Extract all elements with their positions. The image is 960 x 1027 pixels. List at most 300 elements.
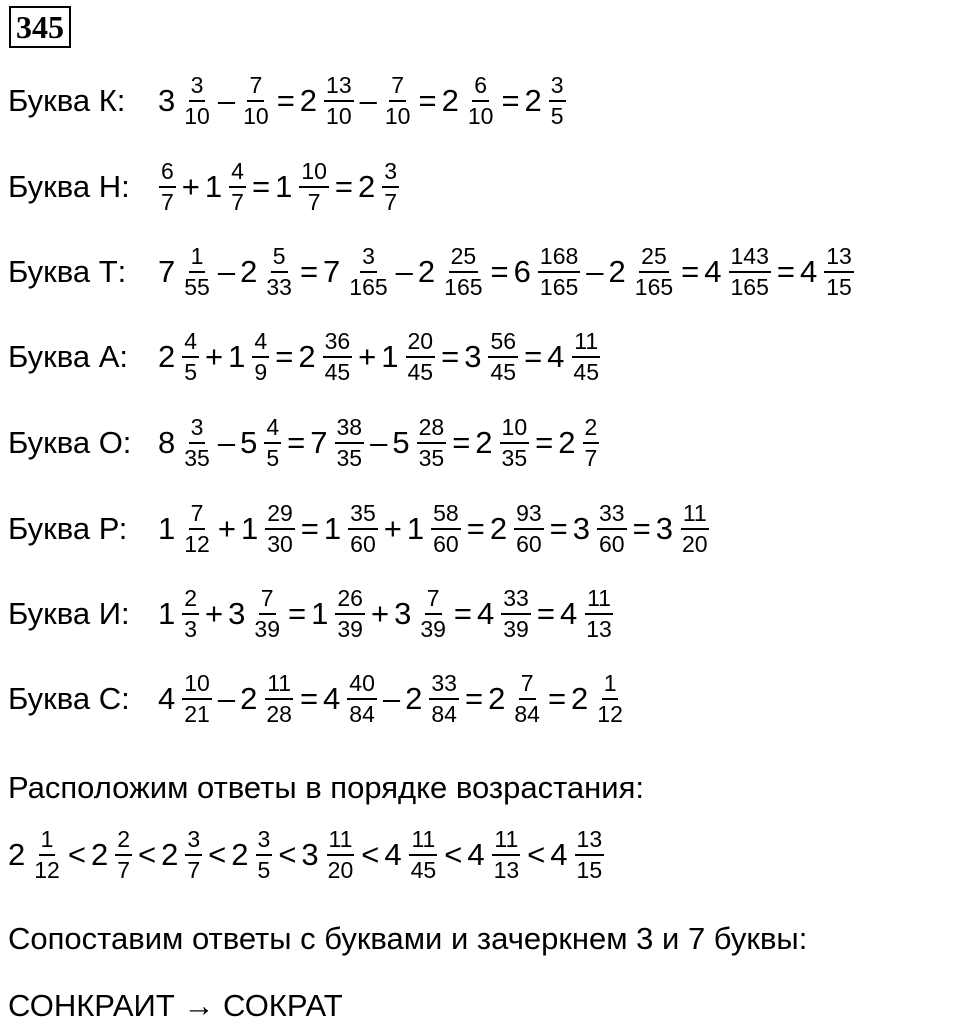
numerator: 3: [256, 827, 273, 856]
fraction: [182, 671, 212, 727]
mixed-number: [381, 329, 436, 385]
operator: +: [205, 339, 224, 374]
match-instruction-text: Сопоставим ответы с буквами и зачеркнем 3 и 7 буквы:: [8, 921, 808, 956]
fraction: [185, 827, 202, 883]
whole-part: 3: [572, 511, 591, 546]
mixed-number: [231, 827, 273, 883]
fraction: [229, 159, 246, 215]
fraction: [182, 73, 212, 129]
mixed-number: [573, 501, 628, 557]
numerator: 7: [247, 73, 264, 102]
whole-part: 1: [323, 511, 342, 546]
denominator: 10: [326, 103, 352, 129]
mixed-number: [310, 415, 365, 471]
operator: –: [217, 425, 236, 460]
fraction: [241, 73, 271, 129]
fraction: [514, 501, 544, 557]
fraction: [335, 415, 365, 471]
mixed-number: [656, 501, 711, 557]
whole-part: 2: [558, 425, 576, 460]
numerator: 33: [597, 501, 627, 530]
order-expression: [8, 827, 605, 883]
operator: +: [358, 339, 377, 374]
denominator: 39: [503, 616, 529, 642]
denominator: 10: [184, 103, 210, 129]
denominator: 60: [516, 531, 542, 557]
operator: +: [205, 596, 224, 631]
operator: =: [288, 596, 307, 631]
operator: =: [536, 596, 555, 631]
operator: =: [490, 254, 509, 289]
mixed-number: [558, 415, 600, 471]
whole-part: 4: [467, 837, 485, 872]
whole-part: 2: [488, 681, 506, 716]
denominator: 30: [267, 531, 293, 557]
operator: –: [395, 254, 413, 289]
whole-part: 4: [323, 681, 341, 716]
whole-part: 4: [559, 596, 578, 631]
denominator: 45: [573, 359, 600, 385]
denominator: 13: [586, 616, 612, 642]
letter-row: [8, 160, 400, 214]
whole-part: 2: [298, 339, 316, 374]
mixed-number: [547, 329, 602, 385]
whole-part: 2: [571, 681, 589, 716]
mixed-number: [358, 159, 400, 215]
fraction: [500, 415, 530, 471]
denominator: 84: [431, 701, 457, 727]
operator: –: [370, 425, 388, 460]
fraction: [32, 827, 62, 883]
numerator: 38: [335, 415, 365, 444]
fraction: [264, 671, 294, 727]
operator: +: [181, 169, 200, 204]
mixed-number: [571, 671, 626, 727]
whole-part: 2: [441, 83, 459, 118]
numerator: 28: [417, 415, 447, 444]
whole-part: 1: [406, 511, 425, 546]
whole-part: 7: [323, 254, 341, 289]
fraction: [182, 586, 199, 642]
denominator: 7: [187, 857, 201, 883]
fraction: [575, 827, 605, 883]
mixed-number: [324, 501, 379, 557]
fraction: [324, 73, 354, 129]
whole-part: 1: [158, 511, 176, 546]
mixed-number: [384, 827, 439, 883]
operator: =: [464, 681, 484, 716]
operator: =: [632, 511, 651, 546]
whole-part: 2: [524, 83, 542, 118]
whole-part: 2: [231, 837, 249, 872]
operator: +: [383, 511, 402, 546]
fraction: [442, 244, 484, 300]
whole-part: 2: [240, 254, 258, 289]
mixed-number: [158, 73, 213, 129]
operator: =: [501, 83, 520, 118]
denominator: 9: [254, 359, 268, 385]
fraction: [347, 671, 377, 727]
denominator: 3: [184, 616, 198, 642]
mixed-number: [158, 159, 177, 215]
denominator: 165: [634, 274, 674, 300]
letter-expression: [158, 586, 615, 642]
ascending-order-expression: [8, 828, 605, 882]
denominator: 15: [576, 857, 603, 883]
numerator: 2: [182, 586, 199, 615]
denominator: 45: [324, 359, 351, 385]
mixed-number: [323, 244, 391, 300]
numerator: 13: [575, 827, 605, 856]
operator: =: [300, 511, 319, 546]
numerator: 4: [264, 415, 281, 444]
numerator: 3: [382, 159, 399, 188]
fraction: [115, 827, 132, 883]
mixed-number: [8, 827, 63, 883]
letter-row: [8, 330, 602, 384]
denominator: 165: [444, 274, 483, 300]
mixed-number: [300, 73, 355, 129]
whole-part: 4: [800, 254, 818, 289]
fraction: [347, 244, 389, 300]
numerator: 58: [431, 501, 461, 530]
mixed-number: [158, 586, 200, 642]
mixed-number: [609, 244, 677, 300]
fraction: [492, 827, 522, 883]
whole-part: 4: [550, 837, 568, 872]
denominator: 7: [584, 445, 598, 471]
whole-part: 2: [299, 83, 318, 118]
whole-part: 5: [240, 425, 258, 460]
denominator: 20: [681, 531, 708, 557]
denominator: 60: [433, 531, 459, 557]
letter-label: Буква Н:: [8, 169, 130, 204]
letter-label: Буква И:: [8, 596, 130, 631]
fraction: [512, 671, 542, 727]
numerator: 56: [488, 329, 518, 358]
letter-row: [8, 502, 711, 556]
operator: –: [217, 83, 236, 118]
denominator: 35: [418, 445, 445, 471]
numerator: 3: [185, 827, 202, 856]
numerator: 26: [335, 586, 365, 615]
numerator: 29: [265, 501, 295, 530]
fraction: [252, 586, 282, 642]
whole-part: 4: [547, 339, 565, 374]
denominator: 39: [254, 616, 280, 642]
numerator: 7: [259, 586, 276, 615]
operator: –: [217, 681, 236, 716]
fraction: [729, 244, 771, 300]
numerator: 168: [538, 244, 580, 273]
numerator: 11: [409, 827, 437, 856]
mixed-number: [275, 159, 330, 215]
mixed-number: [161, 827, 203, 883]
numerator: 93: [514, 501, 544, 530]
fraction: [382, 159, 399, 215]
denominator: 33: [266, 274, 292, 300]
mixed-number: [228, 586, 283, 642]
letter-row: [8, 74, 567, 128]
numerator: 35: [348, 501, 378, 530]
denominator: 45: [407, 359, 434, 385]
operator: <: [138, 837, 157, 872]
fraction: [256, 827, 273, 883]
numerator: 4: [229, 159, 246, 188]
fraction: [595, 671, 625, 727]
letter-row: [8, 416, 600, 470]
whole-part: 7: [310, 425, 328, 460]
numerator: 4: [252, 329, 269, 358]
fraction: [323, 329, 353, 385]
mixed-number: [490, 501, 545, 557]
numerator: 1: [602, 671, 619, 700]
numerator: 33: [501, 586, 531, 615]
denominator: 165: [349, 274, 388, 300]
mixed-number: [560, 586, 615, 642]
numerator: 11: [327, 827, 355, 856]
letter-row: [8, 587, 615, 641]
operator: =: [466, 511, 485, 546]
mixed-number: [475, 415, 530, 471]
operator: –: [359, 83, 377, 118]
fraction: [538, 244, 580, 300]
operator: =: [275, 339, 294, 374]
mixed-number: [240, 671, 295, 727]
whole-part: 6: [513, 254, 531, 289]
whole-part: 2: [158, 339, 176, 374]
denominator: 28: [266, 701, 292, 727]
denominator: 165: [539, 274, 579, 300]
denominator: 7: [117, 857, 130, 883]
fraction: [265, 501, 295, 557]
operator: +: [370, 596, 390, 631]
numerator: 6: [472, 73, 489, 102]
fraction: [406, 329, 436, 385]
letter-expression: [158, 415, 600, 471]
mixed-number: [525, 73, 567, 129]
numerator: 11: [572, 329, 600, 358]
mixed-number: [550, 827, 605, 883]
denominator: 5: [266, 445, 280, 471]
operator: =: [776, 254, 795, 289]
mixed-number: [158, 415, 213, 471]
operator: =: [334, 169, 354, 204]
denominator: 10: [243, 103, 269, 129]
whole-part: 2: [240, 681, 258, 716]
whole-part: 4: [704, 254, 722, 289]
mixed-number: [240, 73, 272, 129]
letter-expression: [158, 244, 855, 300]
mixed-number: [298, 329, 353, 385]
fraction: [335, 586, 365, 642]
fraction: [409, 827, 439, 883]
mixed-number: [158, 329, 200, 385]
fraction: [431, 501, 461, 557]
numerator: 5: [271, 244, 288, 273]
denominator: 39: [337, 616, 363, 642]
operator: –: [217, 254, 236, 289]
numerator: 3: [189, 415, 206, 444]
fraction: [418, 586, 448, 642]
whole-part: 3: [394, 596, 412, 631]
letter-expression: [158, 159, 400, 215]
denominator: 21: [184, 701, 210, 727]
letter-label: Буква О:: [8, 425, 132, 460]
operator: =: [524, 339, 543, 374]
operator: <: [208, 837, 227, 872]
whole-part: 2: [489, 511, 508, 546]
operator: =: [535, 425, 554, 460]
operator: <: [67, 837, 86, 872]
denominator: 5: [257, 857, 271, 883]
denominator: 7: [161, 189, 174, 215]
fraction: [680, 501, 710, 557]
fraction: [264, 244, 294, 300]
whole-part: 2: [608, 254, 626, 289]
mixed-number: [240, 244, 295, 300]
whole-part: 5: [392, 425, 410, 460]
letter-label: Буква Р:: [8, 511, 128, 546]
operator: <: [361, 837, 380, 872]
fraction: [549, 73, 566, 129]
fraction: [182, 244, 212, 300]
letter-label: Буква А:: [8, 339, 128, 374]
numerator: 4: [182, 329, 199, 358]
whole-part: 3: [158, 83, 176, 118]
letter-expression: [158, 501, 711, 557]
whole-part: 1: [240, 511, 259, 546]
mixed-number: [405, 671, 460, 727]
whole-part: 3: [228, 596, 246, 631]
fraction: [633, 244, 675, 300]
mixed-number: [91, 827, 133, 883]
operator: =: [453, 596, 473, 631]
denominator: 20: [327, 857, 354, 883]
letter-expression: [158, 73, 567, 129]
mixed-number: [464, 329, 519, 385]
fraction: [597, 501, 627, 557]
denominator: 39: [420, 616, 446, 642]
operator: =: [251, 169, 271, 204]
whole-part: 2: [417, 254, 436, 289]
numerator: 20: [406, 329, 436, 358]
mixed-number: [382, 73, 414, 129]
mixed-number: [228, 329, 270, 385]
fraction: [571, 329, 601, 385]
operator: +: [217, 511, 236, 546]
fraction: [383, 73, 413, 129]
denominator: 12: [184, 531, 210, 557]
numerator: 7: [189, 501, 206, 530]
numerator: 10: [182, 671, 212, 700]
denominator: 60: [350, 531, 376, 557]
denominator: 165: [730, 274, 769, 300]
denominator: 13: [493, 857, 520, 883]
numerator: 7: [425, 586, 442, 615]
mixed-number: [407, 501, 462, 557]
numerator: 6: [159, 159, 176, 188]
fraction: [429, 671, 459, 727]
fraction: [159, 159, 176, 215]
whole-part: 2: [475, 425, 493, 460]
whole-part: 8: [158, 425, 176, 460]
denominator: 55: [184, 274, 210, 300]
numerator: 3: [360, 244, 377, 273]
denominator: 35: [501, 445, 528, 471]
numerator: 13: [824, 244, 854, 273]
operator: =: [299, 254, 319, 289]
whole-part: 4: [384, 837, 402, 872]
operator: =: [681, 254, 700, 289]
fraction: [417, 415, 447, 471]
whole-part: 3: [655, 511, 673, 546]
operator: –: [382, 681, 401, 716]
letter-label: Буква К:: [8, 83, 126, 118]
numerator: 11: [681, 501, 709, 530]
operator: =: [452, 425, 471, 460]
numerator: 11: [265, 671, 293, 700]
operator: –: [586, 254, 604, 289]
mixed-number: [477, 586, 532, 642]
mixed-number: [158, 244, 213, 300]
denominator: 5: [184, 359, 198, 385]
numerator: 2: [583, 415, 600, 444]
numerator: 11: [585, 586, 613, 615]
mixed-number: [800, 244, 855, 300]
denominator: 7: [307, 189, 321, 215]
fraction: [824, 244, 854, 300]
mixed-number: [158, 671, 213, 727]
denominator: 12: [34, 857, 60, 883]
mixed-number: [392, 415, 447, 471]
mixed-number: [514, 244, 582, 300]
denominator: 10: [384, 103, 411, 129]
whole-part: 1: [228, 339, 246, 374]
fraction: [466, 73, 496, 129]
numerator: 40: [347, 671, 377, 700]
mixed-number: [418, 244, 486, 300]
numerator: 10: [299, 159, 329, 188]
mixed-number: [311, 586, 366, 642]
denominator: 12: [597, 701, 623, 727]
fraction: [182, 415, 212, 471]
operator: =: [299, 681, 319, 716]
whole-part: 7: [158, 254, 176, 289]
letter-label: Буква С:: [8, 681, 130, 716]
result-text: СОНКРАИТ → СОКРАТ: [8, 988, 343, 1023]
numerator: 3: [189, 73, 206, 102]
mixed-number: [240, 415, 282, 471]
numerator: 2: [115, 827, 132, 856]
fraction: [584, 586, 614, 642]
whole-part: 1: [311, 596, 329, 631]
mixed-number: [205, 159, 247, 215]
fraction: [182, 501, 212, 557]
whole-part: 2: [8, 837, 26, 872]
order-instruction-text: Расположим ответы в порядке возрастания:: [8, 770, 644, 805]
operator: <: [278, 837, 297, 872]
whole-part: 2: [358, 169, 376, 204]
fraction: [264, 415, 281, 471]
mixed-number: [442, 73, 497, 129]
whole-part: 2: [161, 837, 179, 872]
whole-part: 1: [381, 339, 399, 374]
denominator: 45: [490, 359, 517, 385]
numerator: 1: [189, 244, 206, 273]
mixed-number: [394, 586, 449, 642]
fraction: [182, 329, 199, 385]
